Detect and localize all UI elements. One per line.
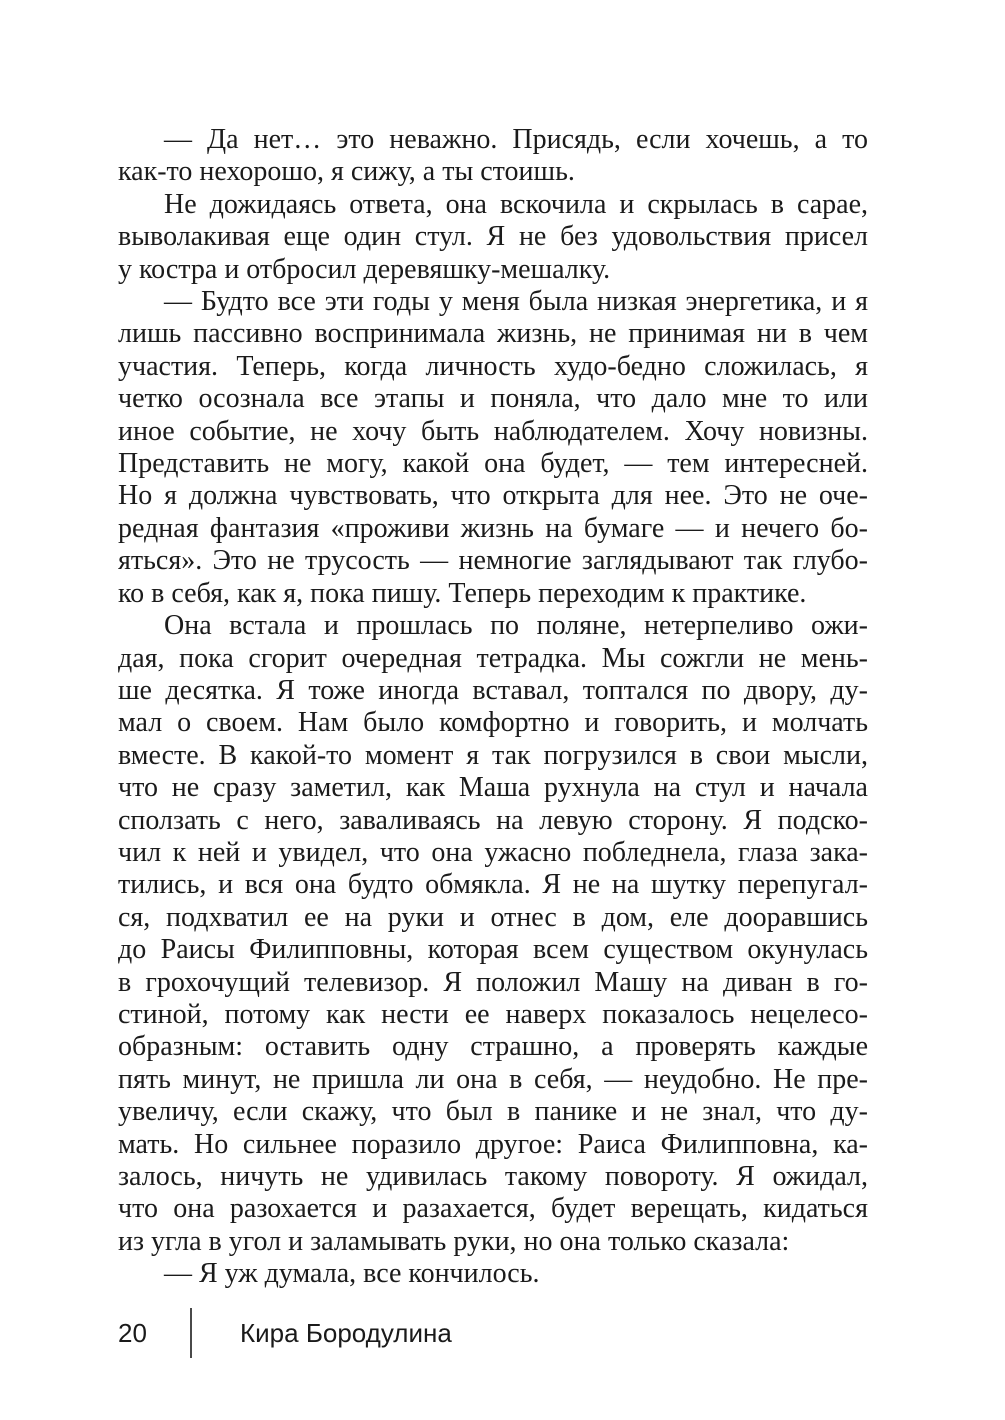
text-line: выволакивая еще один стул. Я не без удовольствия присел (118, 221, 868, 253)
text-line: Но я должна чувствовать, что открыта для нее. Это не оче- (118, 480, 868, 512)
text-line: мать. Но сильнее поразило другое: Раиса Филипповна, ка- (118, 1128, 868, 1160)
text-line: ся, подхватил ее на руки и отнес в дом, еле дооравшись (118, 901, 868, 933)
text-line: четко осознала все этапы и поняла, что дало мне то или (118, 383, 868, 415)
text-line: вместе. В какой-то момент я так погрузился в свои мысли, (118, 739, 868, 771)
text-line: в грохочущий телевизор. Я положил Машу на диван в го- (118, 966, 868, 998)
text-line: — Я уж думала, все кончилось. (164, 1258, 540, 1290)
text-line: яться». Это не трусость — немногие заглядывают так глубо- (118, 545, 868, 577)
paragraph (118, 1258, 868, 1290)
paragraph (118, 610, 868, 1258)
text-line: ко в себя, как я, пока пишу. Теперь переходим к практике. (118, 577, 807, 609)
text-line: участия. Теперь, когда личность худо-бедно сложилась, я (118, 350, 868, 382)
text-line: сползать с него, заваливаясь на левую сторону. Я подско- (118, 804, 868, 836)
running-author: Кира Бородулина (240, 1317, 452, 1348)
text-line: Не дожидаясь ответа, она вскочила и скрылась в сарае, (164, 188, 868, 220)
text-line: Представить не могу, какой она будет, — тем интересней. (118, 448, 868, 480)
text-line: редная фантазия «проживи жизнь на бумаге — и нечего бо- (118, 512, 868, 544)
text-line: мал о своем. Нам было комфортно и говорить, и молчать (118, 707, 868, 739)
text-line: чил к ней и увидел, что она ужасно побледнела, глаза зака- (118, 836, 868, 868)
text-line: Она встала и прошлась по поляне, нетерпеливо ожи- (164, 610, 868, 642)
text-line: что она разохается и разахается, будет верещать, кидаться (118, 1193, 868, 1225)
text-line: — Будто все эти годы у меня была низкая энергетика, и я (164, 286, 868, 318)
page-footer (118, 1307, 452, 1359)
text-line: как-то нехорошо, я сижу, а ты стоишь. (118, 156, 575, 188)
text-line: залось, ничуть не удивилась такому повороту. Я ожидал, (118, 1161, 868, 1192)
text-line: увеличу, если скажу, что был в панике и не знал, что ду- (118, 1096, 868, 1128)
text-block (118, 124, 868, 1291)
text-line: — Да нет… это неважно. Присядь, если хочешь, а то (164, 124, 868, 155)
text-line: образным: оставить одну страшно, а проверять каждые (118, 1031, 868, 1063)
page-number: 20 (118, 1317, 147, 1348)
paragraph (118, 189, 868, 286)
paragraph (118, 286, 868, 610)
text-line: до Раисы Филипповны, которая всем существом окунулась (118, 934, 868, 966)
text-line: лишь пассивно воспринимала жизнь, не принимая ни в чем (118, 318, 868, 350)
text-line: ше десятка. Я тоже иногда вставал, топтался по двору, ду- (118, 674, 868, 706)
text-line: тились, и вся она будто обмякла. Я не на шутку перепугал- (118, 869, 868, 901)
text-line: что не сразу заметил, как Маша рухнула на стул и начала (118, 772, 868, 804)
text-line: иное событие, не хочу быть наблюдателем. Хочу новизны. (118, 415, 868, 447)
text-line: дая, пока сгорит очередная тетрадка. Мы сожгли не мень- (118, 642, 868, 674)
text-line: стиной, потому как нести ее наверх показалось нецелесо- (118, 998, 868, 1030)
text-line: из угла в угол и заламывать руки, но она только сказала: (118, 1225, 790, 1257)
footer-divider (190, 1308, 192, 1358)
text-line: у костра и отбросил деревяшку-мешалку. (118, 253, 611, 285)
text-line: пять минут, не пришла ли она в себя, — неудобно. Не пре- (118, 1063, 868, 1095)
paragraph (118, 124, 868, 189)
